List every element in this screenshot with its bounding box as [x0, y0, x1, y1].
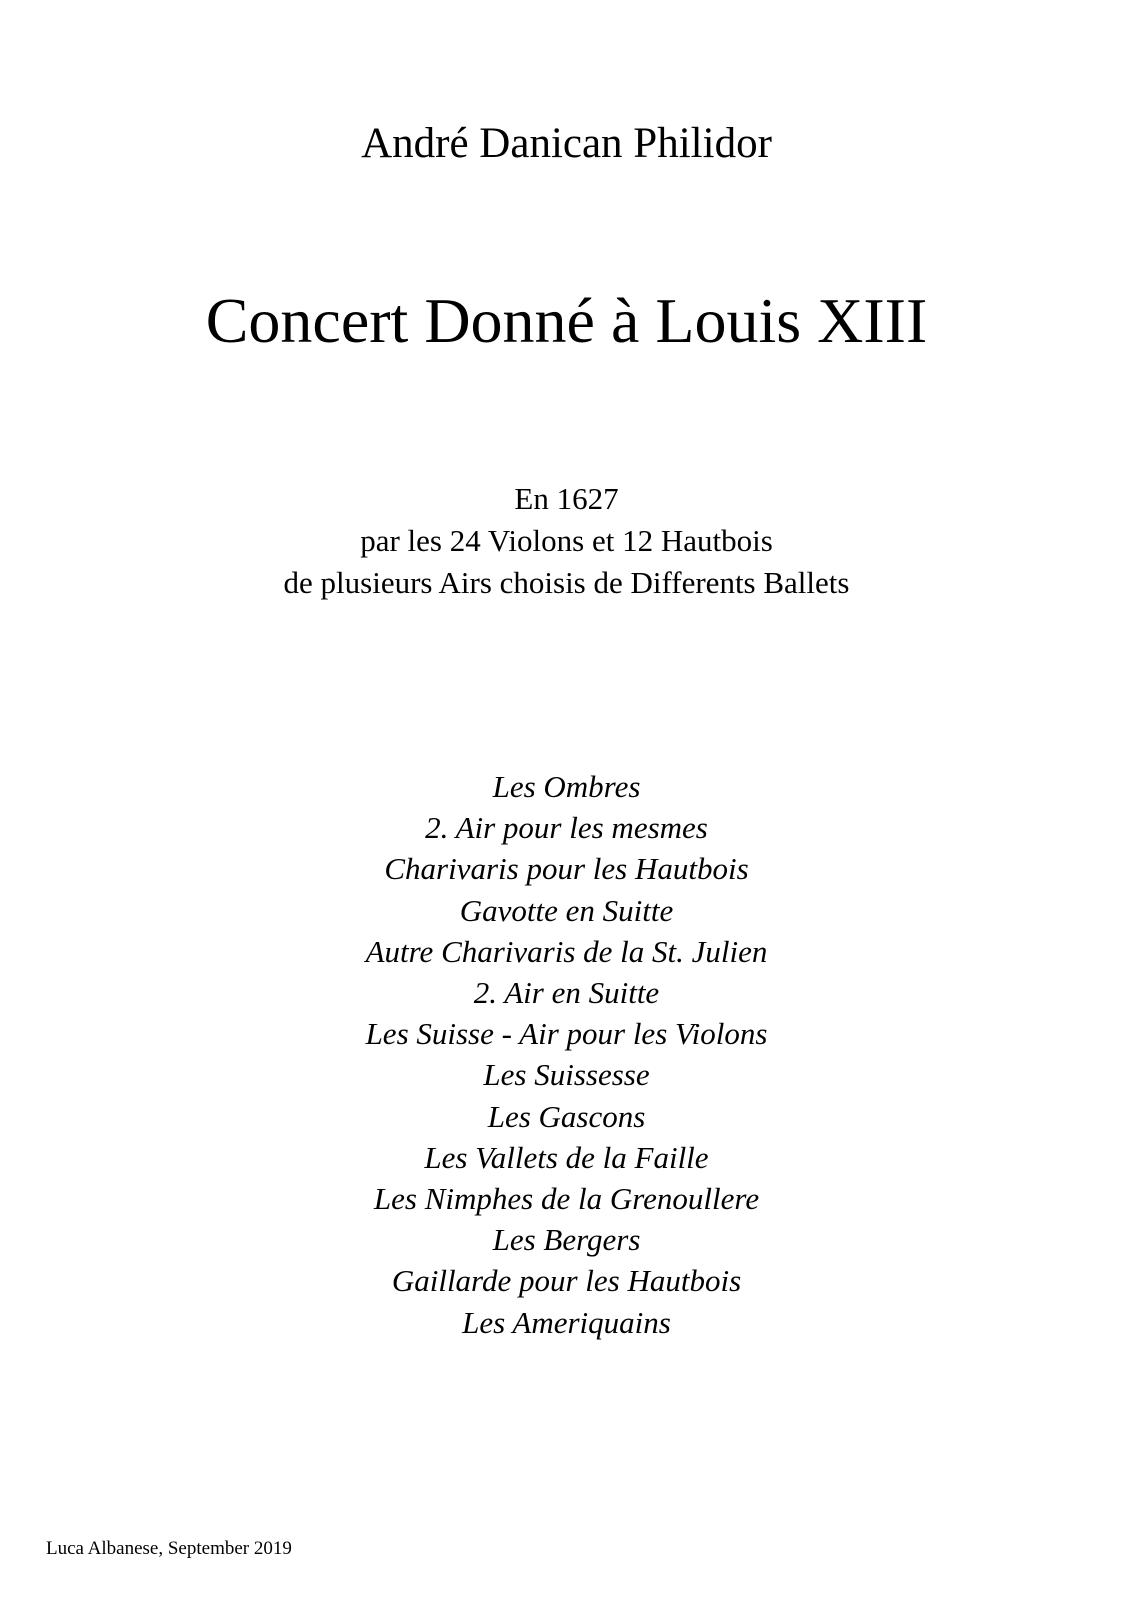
composer-name: André Danican Philidor [361, 120, 772, 167]
pieces-list [0, 766, 1133, 1343]
list-item: Les Nimphes de la Grenoullere [373, 1181, 760, 1217]
list-item: Gavotte en Suitte [459, 892, 674, 928]
list-item: Les Vallets de la Faille [424, 1139, 709, 1175]
list-item: Les Ombres [492, 769, 641, 804]
list-item: Les Suisse - Air pour les Violons [365, 1016, 768, 1052]
list-item: Les Suissesse [483, 1057, 650, 1093]
editor-credit: Luca Albanese, September 2019 [46, 1538, 292, 1559]
list-item: Charivaris pour les Hautbois [384, 851, 749, 887]
work-title: Concert Donné à Louis XIII [205, 285, 928, 356]
subtitle-line: par les 24 Violons et 12 Hautbois [360, 523, 773, 558]
list-item: Gaillarde pour les Hautbois [391, 1263, 742, 1299]
list-item: 2. Air pour les mesmes [425, 810, 708, 846]
list-item: Les Bergers [492, 1222, 641, 1258]
list-item: Autre Charivaris de la St. Julien [365, 933, 768, 969]
list-item: Les Gascons [487, 1098, 646, 1134]
list-item: Les Ameriquains [462, 1304, 671, 1340]
subtitle-line: de plusieurs Airs choisis de Differents Ballets [283, 565, 850, 600]
list-item: 2. Air en Suitte [473, 975, 660, 1011]
subtitle-block [0, 478, 1133, 604]
subtitle-line: En 1627 [514, 481, 619, 516]
